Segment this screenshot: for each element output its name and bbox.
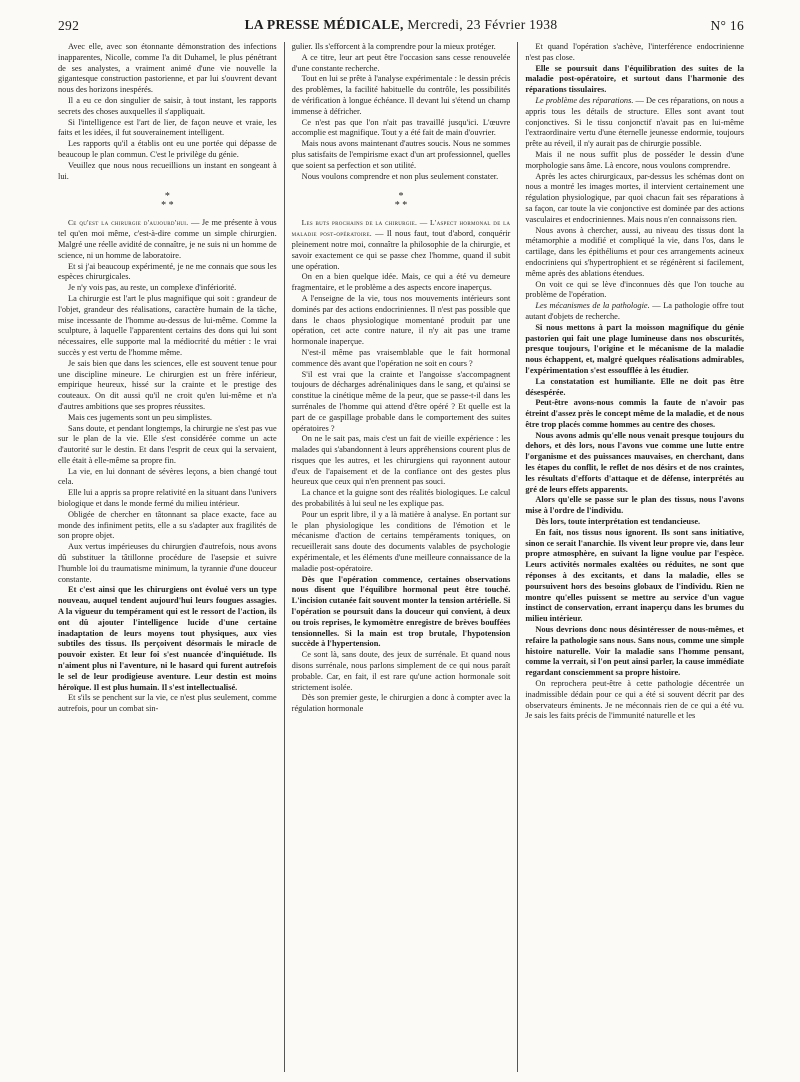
paragraph: Mais il ne nous suffit plus de posséder le dessin d'une morphologie sans âme. Là encore, nous voulons comprendre. <box>525 149 745 170</box>
paragraph: N'est-il même pas vraisemblable que le fait hormonal commence dès avant que l'opération ne soit en cours ? <box>291 347 511 368</box>
paragraph: Obligée de chercher en tâtonnant sa place exacte, face au monde des infiniment petits, elle a su s'adapter aux fragilités de son propre objet. <box>58 509 277 541</box>
paragraph: Si l'intelligence est l'art de lier, de façon neuve et vraie, les faits et les idées, il fut souverainement intelligent. <box>58 117 277 138</box>
subsection-intro <box>525 96 744 150</box>
paragraph: Elle lui a appris sa propre relativité en la situant dans l'univers biologique et dans le monde fermé du milieu intérieur. <box>58 488 277 509</box>
paragraph: Les rapports qu'il a établis ont eu une portée qui dépasse de beaucoup le plan commun. C'est le privilège du génie. <box>58 139 277 159</box>
page-number: 292 <box>58 18 80 33</box>
paragraph: La chirurgie est l'art le plus magnifique qui soit : grandeur de l'objet, grandeur des réalisations, caractère humain de la tâche, mise incessante de l'homme au-dessus de lui-même. Comme la sculpture, à laquelle l'apparentent certains des dons qui lui sont nécessaires, elle supporte mal la médiocrité du métier : le vrai succès y est vertu de l'homme même. <box>58 293 277 357</box>
paragraph: Il a eu ce don singulier de saisir, à tout instant, les rapports secrets des choses auxquelles il s'appliquait. <box>58 95 277 116</box>
paragraph: La vie, en lui donnant de sévères leçons, a bien changé tout cela. <box>58 466 277 487</box>
bold-paragraph: Nous avons admis qu'elle nous venait presque toujours du dehors, et dès lors, nous l'avons vue comme une lutte entre l'organisme et des puissances mauvaises, en cherchant, dans les étapes du conflit, le reflet de nos désirs et de nos craintes, les résultats d'efforts d'attaque et de défense, interprétés au gré de leurs effets apparents. <box>525 430 745 494</box>
paragraph: A ce titre, leur art peut être l'occasion sans cesse renouvelée d'une constante recherche. <box>291 52 511 73</box>
paragraph: On en a bien quelque idée. Mais, ce qui a été vu demeure fragmentaire, et le problème a des aspects encore inaperçus. <box>291 272 511 293</box>
paragraph-text: — La pathologie offre tout autant d'objets de recherche. <box>525 301 744 321</box>
paragraph-text: — Je me présente à vous tel qu'en moi même, c'est-à-dire comme un simple chirurgien. Malgré une réelle avidité de connaître, je ne suis ni un homme de science, ni un homme de laboratoire. <box>58 218 277 260</box>
journal-title <box>58 17 744 33</box>
paragraph: On reprochera peut-être à cette pathologie décentrée un inadmissible dédain pour ce qui a été si souvent décrit par des observateurs éminents. Je ne méconnais rien de ce qui a été vu. Je sais les faits précis de l'immunité naturelle et les <box>525 679 745 721</box>
paragraph: Mais ces jugements sont un peu simplistes. <box>68 412 212 422</box>
paragraph: Je sais bien que dans les sciences, elle est souvent tenue pour une discipline mineure. Le chirurgien est un frère inférieur, empirique heureux, hissé sur la crainte et le prestige des couteaux. On dit aussi qu'il ne croit qu'en lui-même et n'a d'autres ambitions que ses propres réussites. <box>58 358 277 411</box>
paragraph: Tout en lui se prête à l'analyse expérimentale : le dessin précis des problèmes, la facilité habituelle du contrôle, les possibilités de vérification à longue échéance. Il devant lui s'étend un champ immense à défricher. <box>291 74 511 116</box>
subsection-heading: Le problème des réparations. <box>535 95 634 105</box>
paragraph: Nous avons à chercher, aussi, au niveau des tissus dont la métamorphie a modifié et compliqué la vie, dans l'os, dans le cartilage, dans les épithéliums et pour ces arrangements acineux endocriniens qui s'hypertrophient et se régénèrent si facilement, même après des ablations étendues. <box>525 225 745 278</box>
paragraph: Ce n'est pas que l'on n'ait pas travaillé jusqu'ici. L'œuvre accomplie est magnifique. Tout y a été fait de main d'ouvrier. <box>291 117 511 138</box>
paragraph: S'il est vrai que la crainte et l'angoisse s'accompagnent toujours de décharges adrénaliniques dans le sang, et qu'ainsi se constitue la cinétique même de la peur, que se passe-t-il dans les surrénales de l'homme qui attend d'être opéré ? Et quelle est la part de ce gaspillage probable dans le comportement des suites opératoires ? <box>291 369 511 433</box>
section-heading: Ce qu'est la chirurgie d'aujourd'hui. <box>68 218 189 228</box>
section-separator: * * * <box>161 191 174 212</box>
subsection-intro <box>525 301 744 323</box>
bold-paragraph: Dès lors, toute interprétation est tendancieuse. <box>535 517 701 527</box>
bold-paragraph: En fait, nos tissus nous ignorent. Ils sont sans initiative, sinon ce serait l'anarchie. Ils vivent leur propre vie, dans leur propre atmosphère, en suivant la ligne voulue par l'espèce. Leurs activités normales exaltées ou réduites, ne sont que réponses à des excitants, et dans la maladie, elles se poursuivent hors des besoins globaux de l'individu. Rien ne montre qu'elles puissent se mettre au service d'un vague instinct de conservation, errant inaperçu dans les brumes du milieu intérieur. <box>525 527 745 624</box>
paragraph: Veuillez que nous nous recueillions un instant en songeant à lui. <box>58 160 277 181</box>
paragraph: Ce sont là, sans doute, des jeux de surrénale. Et quand nous disons surrénale, nous parlons simplement de ce qui nous paraît probable. Car, en fait, il est rare qu'une action hormonale soit strictement isolée. <box>291 650 511 692</box>
paragraph: gulier. Ils s'efforcent à la comprendre pour la mieux protéger. <box>291 42 496 51</box>
paragraph: Je n'y vois pas, au reste, un complexe d'infériorité. <box>68 283 237 293</box>
paragraph: Pour un esprit libre, il y a là matière à analyse. En portant sur le plan physiologique les conditions de l'émotion et le mécanisme d'action de certains tempéraments toniques, on recueillerait sans doute des documents valables de psychologie expérimentale, et les éléments d'une meilleure connaissance de la maladie post-opératoire. <box>291 509 511 573</box>
section-heading: Les buts prochains de la chirurgie. — L'aspect hormonal de la maladie post-opératoire. <box>291 218 511 239</box>
bold-paragraph: Alors qu'elle se passe sur le plan des tissus, nous l'avons mise à l'ordre de l'individu. <box>525 495 745 516</box>
paragraph-text: — De ces réparations, on nous a appris tous les détails de structure. Elles sont avant tout conjonctives. Si le tissu conjonctif n'avait pas en lui-même l'extraordinaire vertu d'une éternelle jeunesse endormie, toujours prête au réveil, il n'y aurait pas de chirurgie possible. <box>525 95 745 149</box>
bold-paragraph: Elle se poursuit dans l'équilibration des suites de la maladie post-opératoire, et surtout dans l'harmonie des réparations tissulaires. <box>525 63 745 95</box>
paragraph: Et si j'ai beaucoup expérimenté, je ne me connais que sous les espèces chirurgicales. <box>58 261 277 282</box>
bold-paragraph: Peut-être avons-nous commis la faute de n'avoir pas étreint d'assez près le concept même de la maladie, et de nous être trop placés comme hommes au centre des choses. <box>525 398 745 429</box>
column-3 <box>517 42 744 1072</box>
page-header <box>58 14 744 36</box>
paragraph-text: — Il nous faut, tout d'abord, conquérir pleinement notre moi, connaître la philosophie de la chirurgie, et savoir exactement ce qui se passe chez l'homme, quand il subit une opération. <box>291 229 511 271</box>
issue-date: Mercredi, 23 Février 1938 <box>407 17 558 32</box>
bold-paragraph: Dès que l'opération commence, certaines observations nous disent que l'équilibre hormonal peut être touché. L'incision cutanée fait souvent monter la tension artérielle. Si l'opération se poursuit dans la douceur qui convient, à deux ou trois reprises, le kymomètre enregistre de brèves bouffées tensionnelles. Si la main est trop brutale, l'hypotension succède à l'hypertension. <box>291 574 511 649</box>
section-separator: * * * <box>394 191 408 212</box>
paragraph: La chance et la guigne sont des réalités biologiques. Le calcul des probabilités à lui seul ne les explique pas. <box>291 488 511 509</box>
paragraph: Après les actes chirurgicaux, par-dessus les schémas dont on nous a montré les images mortes, il intervient certainement une régulation physiologique, par quoi chacun fait ses réparations à sa façon, car toute la vie conjonctive est dominée par des actions vasculaires et endocriniennes. Mais nous n'en connaissons rien. <box>525 171 745 224</box>
bold-paragraph: Nous devrions donc nous désintéresser de nous-mêmes, et refaire la pathologie sans nous. Sans nous, comme une simple histoire naturelle. Voir la maladie sans l'homme pensant, comme la verrait, si l'on peut ainsi parler, la cause immédiate regardant consciemment sa propre histoire. <box>525 625 745 678</box>
paragraph: Sans doute, et pendant longtemps, la chirurgie ne s'est pas vue sur le plan de la vie. Elle s'est considérée comme un acte d'autorité sur le destin. Et dans l'esprit de ceux qui la servaient, elle était à elle-même sa propre fin. <box>58 423 277 465</box>
journal-name: LA PRESSE MÉDICALE, <box>244 17 404 32</box>
column-1 <box>58 42 284 1072</box>
paragraph: Et s'ils se penchent sur la vie, ce n'est plus seulement, comme autrefois, pour un combat sin- <box>58 693 277 714</box>
paragraph: Et quand l'opération s'achève, l'interférence endocrinienne n'est pas close. <box>525 42 745 62</box>
paragraph: On voit ce qui se lève d'inconnues dès que l'on touche au problème de l'opération. <box>525 279 745 300</box>
issue-number: N° 16 <box>710 18 744 33</box>
paragraph: Dès son premier geste, le chirurgien a donc à compter avec la régulation hormonale <box>291 693 511 714</box>
column-2 <box>284 42 518 1072</box>
section-intro <box>58 218 277 261</box>
section-intro <box>292 218 511 272</box>
paragraph: Avec elle, avec son étonnante démonstration des infections inapparentes, Nicolle, comme l'a dit Duhamel, le plus pénétrant de ses analystes, a vraiment animé d'une vie nouvelle la gigantesque construction pastorienne, et par lui s'ouvrent devant nous des horizons inespérés. <box>58 42 277 95</box>
bold-paragraph: La constatation est humiliante. Elle ne doit pas être désespérée. <box>525 376 745 397</box>
paragraph: Aux vertus impérieuses du chirurgien d'autrefois, nous avons dû substituer la tâtillonne procédure de l'asepsie et suivre l'humble loi du traumatisme minimum, la tyrannie d'une douceur constante. <box>58 542 277 584</box>
paragraph: Nous voulons comprendre et non plus seulement constater. <box>301 171 499 181</box>
paragraph: Mais nous avons maintenant d'autres soucis. Nous ne sommes plus satisfaits de l'empirisme exact d'un art professionnel, quelles que soient sa perfection et son utilité. <box>291 139 511 170</box>
article-columns <box>58 42 744 1072</box>
bold-paragraph: Si nous mettons à part la moisson magnifique du génie pastorien qui fait une plage lumineuse dans nos obscurités, presque toujours, l'origine et le mécanisme de la maladie nous échappent, et, malgré quelques réalisations admirables, l'expérimentation s'est essoufflée à les étudier. <box>525 322 745 375</box>
subsection-heading: Les mécanismes de la pathologie. <box>535 301 650 311</box>
paragraph: A l'enseigne de la vie, tous nos mouvements intérieurs sont dominés par des actions endocriniennes. Il n'est pas possible que dans le chaos physiologique momentané produit par une opération, cet acte contre nature, il n'y ait pas une trame hormonale inaperçue. <box>291 293 511 347</box>
bold-paragraph: Et c'est ainsi que les chirurgiens ont évolué vers un type nouveau, auquel tendent aujourd'hui leurs fougues assagies. A la vigueur du tempérament qui est le ressort de l'action, ils ont dû ajouter l'intelligence lucide d'une certaine inadaptation de leurs moyens tout physiques, aux vies subtiles des tissus. Ils perçoivent désormais le miracle de pouvoir exister. Et leur foi s'est nuancée d'inquiétude. Ils n'aiment plus ni l'aventure, ni le hasard qui furent autrefois le sel de leur prodigieuse aventure. Leur destin est moins héroïque. Il est plus humain. Il s'est intellectualisé. <box>58 585 277 692</box>
paragraph: On ne le sait pas, mais c'est un fait de vieille expérience : les malades qui s'abandonnent à leurs appréhensions courent plus de risques que les autres, et les chirurgiens qui rayonnent autour d'eux de l'apaisement et de la confiance ont des gestes plus heureux que ceux qui n'en prennent pas souci. <box>291 434 511 487</box>
